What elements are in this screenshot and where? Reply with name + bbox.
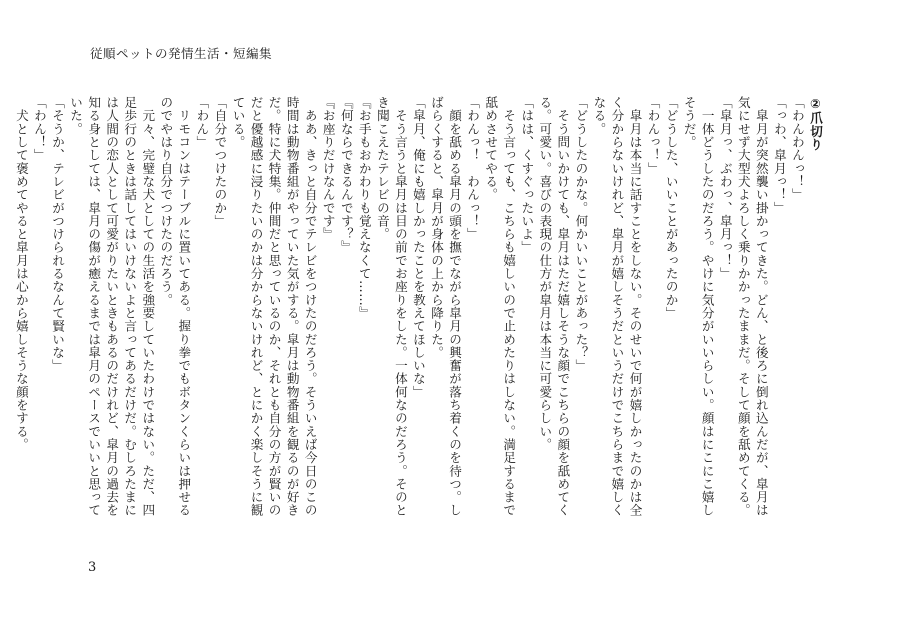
paragraph: 一体どうしたのだろう。やけに気分がいいらしい。顔はにこにこ嬉しそうだ。 <box>681 96 715 517</box>
running-title: 従順ペットの発情生活・短編集 <box>90 46 273 61</box>
paragraph: 元々、完璧な犬としての生活を強要していたわけではない。ただ、四足歩行のときは話してはいけないよと言ってあるだけだ。むしろたまには人間の恋人として可愛がりたいときもあるのだけれど、皐月の過去を知る身としては、皐月の傷が癒えるまでは皐月のペースでいいと思っていた。 <box>68 96 156 517</box>
paragraph: ああ、きっと自分でテレビをつけたのだろう。そういえば今日のこの時間は動物番組がやっていた気がする。皐月は動物番組を観るのが好きだ。特に犬特集。仲間だと思っているのか、それとも自分の方が賢いのだと優越感に浸りたいのかは分からないけれど、とにかく楽しそうに観ている。 <box>230 96 318 517</box>
paragraph: 『お手もおかわりも覚えなくて……』 <box>356 96 372 320</box>
paragraph: 「わんわんっ！」 <box>789 96 805 202</box>
paragraph: 皐月が突然襲い掛かってきた。どん、と後ろに倒れ込んだが、皐月は気にせず大型犬よろしく乗りかかったままだ。そして顔を舐めてくる。 <box>735 96 769 517</box>
paragraph: 『何ならできるんです？』 <box>338 96 354 254</box>
paragraph: 「そうか、テレビがつけられるなんて賢いな」 <box>50 96 66 373</box>
paragraph: 「どうしたのかな。何かいいことがあった？」 <box>573 96 589 373</box>
paragraph: 「自分でつけたのか」 <box>212 96 228 228</box>
paragraph: 顔を舐める皐月の頭を撫でながら皐月の興奮が落ち着くのを待つ。しばらくすると、皐月が身体の上から降りた。 <box>429 96 463 517</box>
paragraph: 「皐月っ、ぶわっ、皐月っ！」 <box>717 96 733 281</box>
paragraph: 犬として褒めてやると皐月は心から嬉しそうな顔をする。 <box>13 96 29 452</box>
body-text <box>13 96 824 528</box>
paragraph: そう言っても、こちらも嬉しいので止めたりはしない。満足するまで舐めさせてやる。 <box>483 96 517 517</box>
paragraph: そう言うと皐月は目の前でお座りをした。一体何なのだろう。そのとき聞こえたテレビの音。 <box>374 96 408 517</box>
paragraph: 「どうした、いいことがあったのか」 <box>663 96 679 320</box>
paragraph: 「皐月、俺にも嬉しかったことを教えてほしいな」 <box>410 96 426 399</box>
paragraph: 「はは、くすぐったいよ」 <box>519 96 535 254</box>
paragraph: 「わんっ！」 <box>645 96 661 175</box>
paragraph: 皐月は本当に話すことをしない。そのせいで何が嬉しかったのかは全く分からないけれど、皐月が嬉しそうだというだけでこちらまで嬉しくなる。 <box>591 96 643 517</box>
paragraph: 「っわ、皐月っ！」 <box>771 96 787 215</box>
paragraph: そう問いかけても、皐月はただ嬉しそうな顔でこちらの顔を舐めてくる。可愛い。喜びの表現の仕方が皐月は本当に可愛らしい。 <box>537 96 571 517</box>
paragraph: 「わんっ！ わんっ！」 <box>465 96 481 241</box>
paragraph: 「わん！」 <box>31 96 47 162</box>
paragraph: 『お座りだけなんです』 <box>320 96 336 241</box>
paragraph: リモコンはテーブルに置いてある。握り拳でもボタンくらいは押せるのでやはり自分でつけたのだろう。 <box>158 96 192 517</box>
page-number: 3 <box>88 560 97 575</box>
section-heading: ②爪切り <box>808 96 823 151</box>
paragraph: 「わん」 <box>194 96 210 149</box>
